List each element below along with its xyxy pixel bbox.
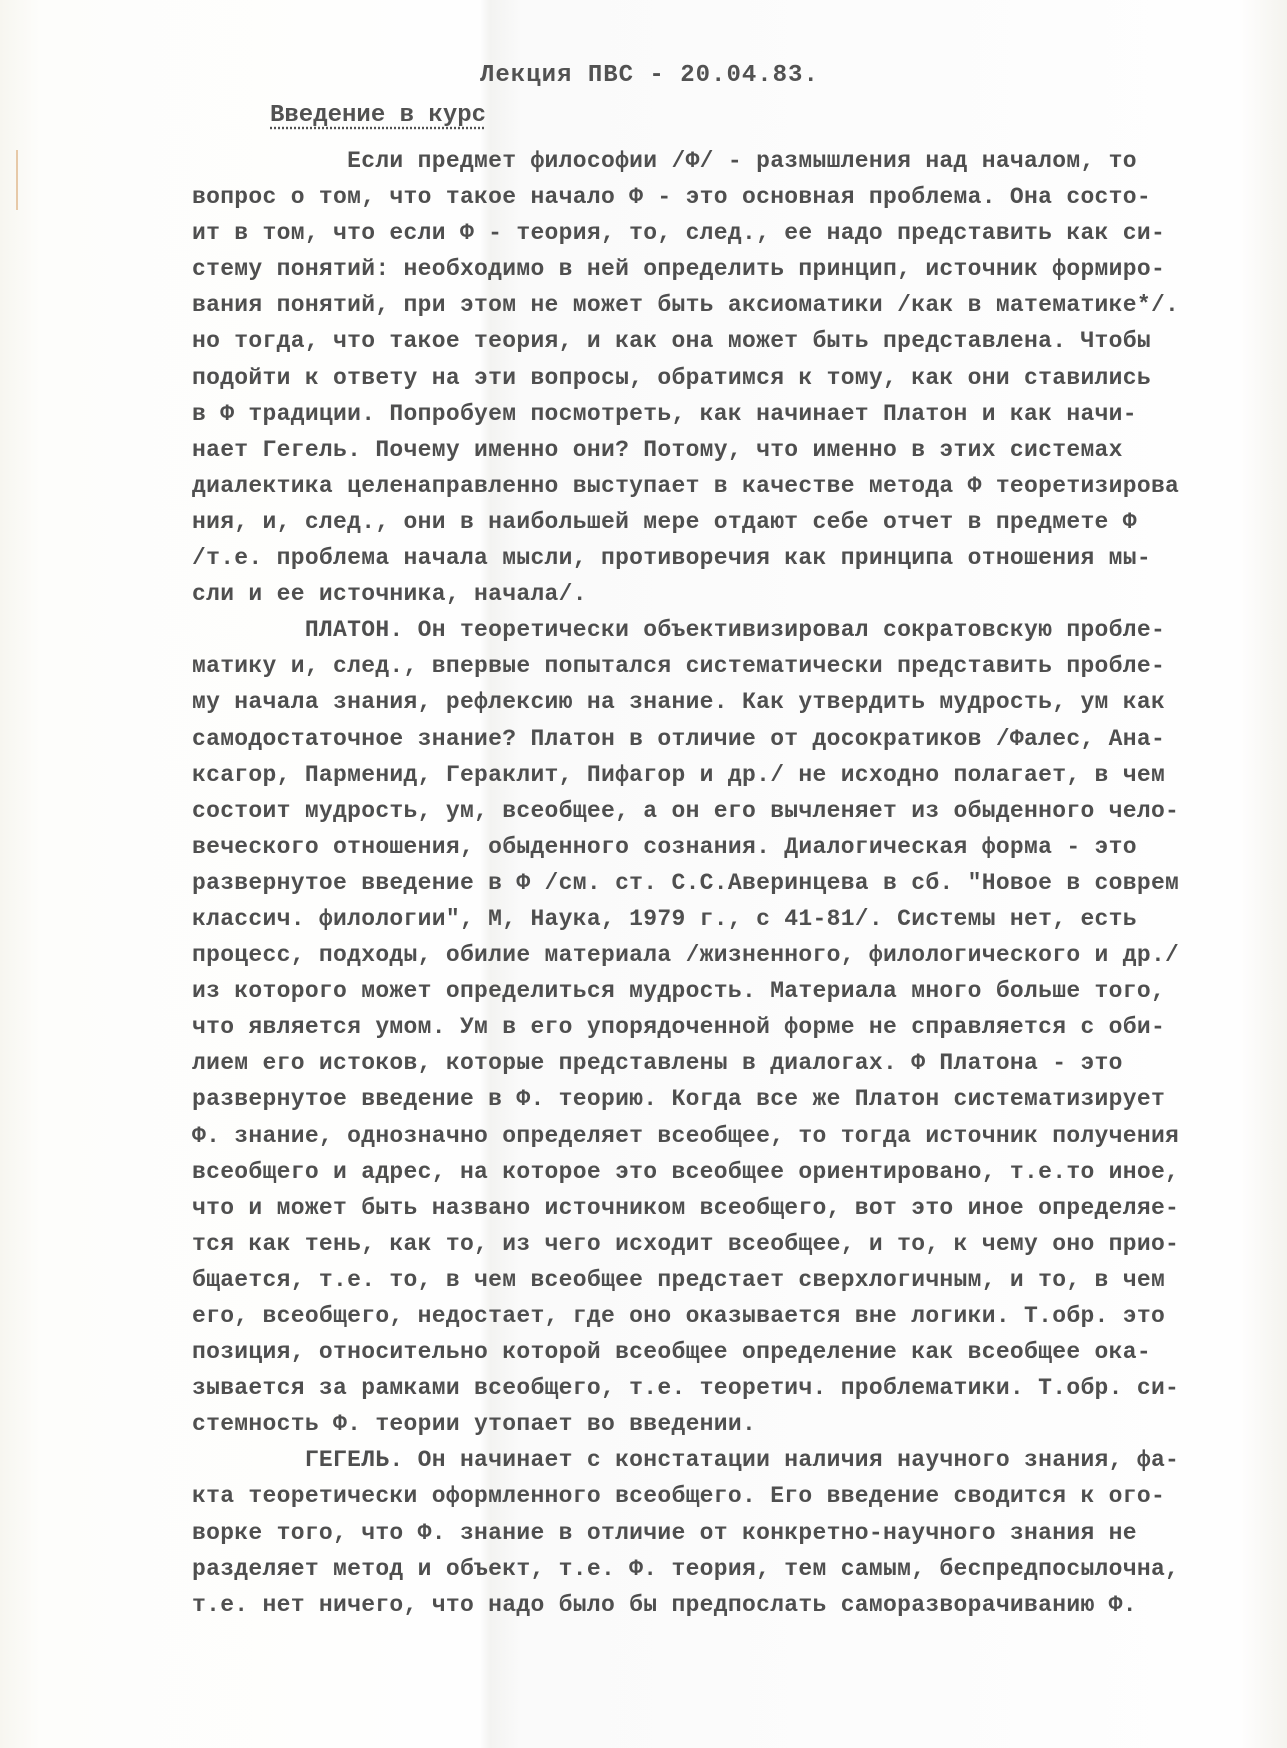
text-line: ния, и, след., они в наибольшей мере отдают себе отчет в предмете Ф	[192, 508, 1137, 535]
lecture-body	[192, 143, 1202, 1623]
text-line: стему понятий: необходимо в ней определить принцип, источник формиро-	[192, 256, 1166, 283]
section-heading: Введение в курс	[270, 102, 487, 129]
text-line: классич. филологии", М, Наука, 1979 г., с 41-81/. Системы нет, есть	[192, 905, 1137, 932]
text-line: му начала знания, рефлексию на знание. Как утвердить мудрость, ум как	[192, 689, 1166, 716]
text-line: вания понятий, при этом не может быть аксиоматики /как в математике*/.	[192, 292, 1180, 319]
text-line: состоит мудрость, ум, всеобщее, а он его вычленяет из обыденного чело-	[192, 797, 1180, 824]
text-line: что и может быть названо источником всеобщего, вот это иное определяе-	[192, 1194, 1180, 1221]
text-line: самодостаточное знание? Платон в отличие от досократиков /Фалес, Ана-	[192, 725, 1166, 752]
text-line: разделяет метод и объект, т.е. Ф. теория, тем самым, беспредпосылочна,	[192, 1555, 1180, 1582]
paper-edge-mark	[16, 150, 18, 210]
lecture-title: Лекция ПВС - 20.04.83.	[480, 62, 819, 89]
text-line: ГЕГЕЛЬ. Он начинает с констатации наличия научного знания, фа-	[192, 1447, 1180, 1474]
text-line: в Ф традиции. Попробуем посмотреть, как начинает Платон и как начи-	[192, 400, 1137, 427]
text-line: диалектика целенаправленно выступает в качестве метода Ф теоретизирова	[192, 472, 1180, 499]
text-line: тся как тень, как то, из чего исходит всеобщее, и то, к чему оно прио-	[192, 1230, 1180, 1257]
text-line: кта теоретически оформленного всеобщего. Его введение сводится к ого-	[192, 1483, 1166, 1510]
text-line: но тогда, что такое теория, и как она может быть представлена. Чтобы	[192, 328, 1151, 355]
text-line: Если предмет философии /Ф/ - размышления над началом, то	[192, 148, 1137, 174]
text-line: /т.е. проблема начала мысли, противоречия как принципа отношения мы-	[192, 545, 1151, 572]
text-line: сли и ее источника, начала/.	[192, 581, 587, 608]
text-line: ит в том, что если Ф - теория, то, след., ее надо представить как си-	[192, 220, 1166, 247]
text-line: из которого может определиться мудрость. Материала много больше того,	[192, 978, 1166, 1005]
text-line: матику и, след., впервые попытался систематически представить пробле-	[192, 653, 1166, 680]
text-line: Ф. знание, однозначно определяет всеобщее, то тогда источник получения	[192, 1122, 1180, 1149]
text-line: его, всеобщего, недостает, где оно оказывается вне логики. Т.обр. это	[192, 1303, 1166, 1329]
text-line: ПЛАТОН. Он теоретически объективизировал сократовскую пробле-	[192, 617, 1166, 644]
text-line: что является умом. Ум в его упорядоченной форме не справляется с оби-	[192, 1014, 1166, 1041]
text-line: т.е. нет ничего, что надо было бы предпослать саморазворачиванию Ф.	[192, 1591, 1137, 1618]
text-line: бщается, т.е. то, в чем всеобщее предстает сверхлогичным, и то, в чем	[192, 1266, 1166, 1293]
text-line: ворке того, что Ф. знание в отличие от конкретно-научного знания не	[192, 1519, 1137, 1546]
text-line: веческого отношения, обыденного сознания. Диалогическая форма - это	[192, 833, 1137, 860]
text-line: зывается за рамками всеобщего, т.е. теоретич. проблематики. Т.обр. си-	[192, 1375, 1180, 1402]
text-line: ксагор, Парменид, Гераклит, Пифагор и др./ не исходно полагает, в чем	[192, 761, 1166, 788]
text-line: подойти к ответу на эти вопросы, обратимся к тому, как они ставились	[192, 364, 1151, 391]
text-line: вопрос о том, что такое начало Ф - это основная проблема. Она состо-	[192, 184, 1151, 211]
text-line: развернутое введение в Ф. теорию. Когда все же Платон систематизирует	[192, 1086, 1166, 1113]
text-line: процесс, подходы, обилие материала /жизненного, филологического и др./	[192, 942, 1180, 969]
text-line: развернутое введение в Ф /см. ст. С.С.Аверинцева в сб. "Новое в соврем	[192, 869, 1180, 896]
text-line: лием его истоков, которые представлены в диалогах. Ф Платона - это	[192, 1050, 1123, 1077]
text-line: всеобщего и адрес, на которое это всеобщее ориентировано, т.е.то иное,	[192, 1158, 1180, 1185]
text-line: позиция, относительно которой всеобщее определение как всеобщее ока-	[192, 1339, 1151, 1366]
text-line: стемность Ф. теории утопает во введении.	[192, 1411, 757, 1438]
text-line: нает Гегель. Почему именно они? Потому, что именно в этих системах	[192, 436, 1123, 463]
